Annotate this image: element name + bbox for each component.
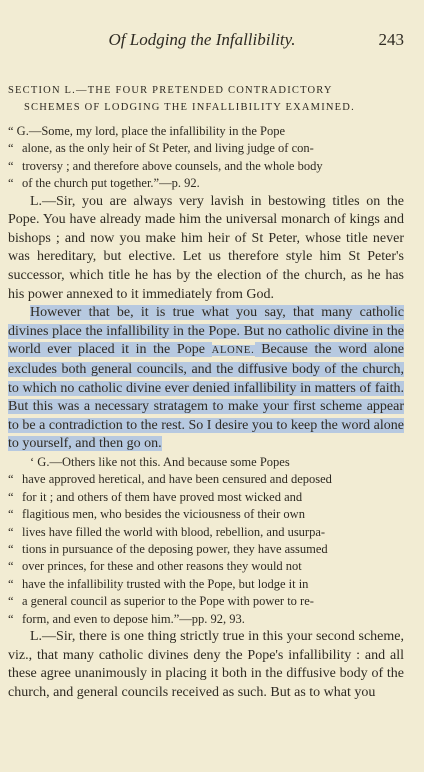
quote-line: “ for it ; and others of them have proved most wicked and: [8, 489, 303, 504]
quote-line: “ lives have filled the world with blood, rebellion, and usurpa-: [8, 524, 326, 539]
running-title: Of Lodging the Infallibility.: [108, 30, 296, 49]
highlighted-text-b: Because the word alone excludes both general councils, and the diffusive body of the church, to which no catholic divine ever denied infallibility in matters of faith. But this was a necessary stratagem to make your first scheme appear to be a contradiction to the rest. So I desire you to keep the word alone to yourself, and then go on.: [8, 342, 404, 452]
quote-line: “ of the church put together.”—p. 92.: [8, 176, 200, 191]
quote-line: “ troversy ; and therefore above counsels, and the whole body: [8, 158, 323, 173]
quote-line: “ over princes, for these and other reasons they would not: [8, 559, 302, 574]
paragraph-reply-1: L.—Sir, you are always very lavish in bestowing titles on the Pope. You have already made him the universal monarch of kings and bishops ; and now you make him heir of St Peter, whose title never was hereditary, but elective. Let us therefore style him St Peter's successor, which title he has by the election of the church, as he has his power annexed to it immediately from God.: [8, 193, 404, 302]
quote-line: “ a general council as superior to the Pope with power to re-: [8, 594, 314, 609]
section-heading-line-2: SCHEMES OF LODGING THE INFALLIBILITY EXAMINED.: [24, 102, 355, 113]
quote-line: “ tions in pursuance of the deposing power, they have assumed: [8, 541, 328, 556]
quote-line: “ flagitious men, who besides the viciousness of their own: [8, 507, 305, 522]
quote-line: “ have approved heretical, and have been censured and deposed: [8, 472, 332, 487]
section-heading: [8, 82, 404, 116]
highlighted-text-a: However that be, it is true what you say, that many catholic divines place the infallibility in the Pope. But no catholic divine in the world ever placed it in the Pope: [8, 305, 404, 358]
quote-line: “ G.—Some, my lord, place the infallibility in the Pope: [8, 124, 286, 138]
quote-line: “ form, and even to depose him.”—pp. 92, 93.: [8, 611, 245, 626]
quote-line: ‘ G.—Others like not this. And because some Popes: [30, 454, 290, 469]
quote-line: “ have the infallibility trusted with the Pope, but lodge it in: [8, 576, 309, 591]
section-heading-line-1: SECTION L.—THE FOUR PRETENDED CONTRADICTORY: [8, 85, 333, 96]
paragraph-reply-2: L.—Sir, there is one thing strictly true in this your second scheme, viz., that many catholic divines deny the Pope's infallibility : and all these agree unanimously in placing it both in the diffusive body of the church, and general councils received as such. But as to what you: [8, 629, 404, 700]
small-caps-alone: ALONE.: [211, 345, 255, 357]
page-header: [0, 30, 404, 52]
quote-line: “ alone, as the only heir of St Peter, and living judge of con-: [8, 141, 314, 156]
quote-paragraph-1: [8, 123, 404, 193]
paragraph-highlighted: [8, 304, 404, 454]
page-number: 243: [378, 30, 404, 49]
body-text: [8, 123, 404, 702]
quote-paragraph-2: [8, 454, 404, 628]
